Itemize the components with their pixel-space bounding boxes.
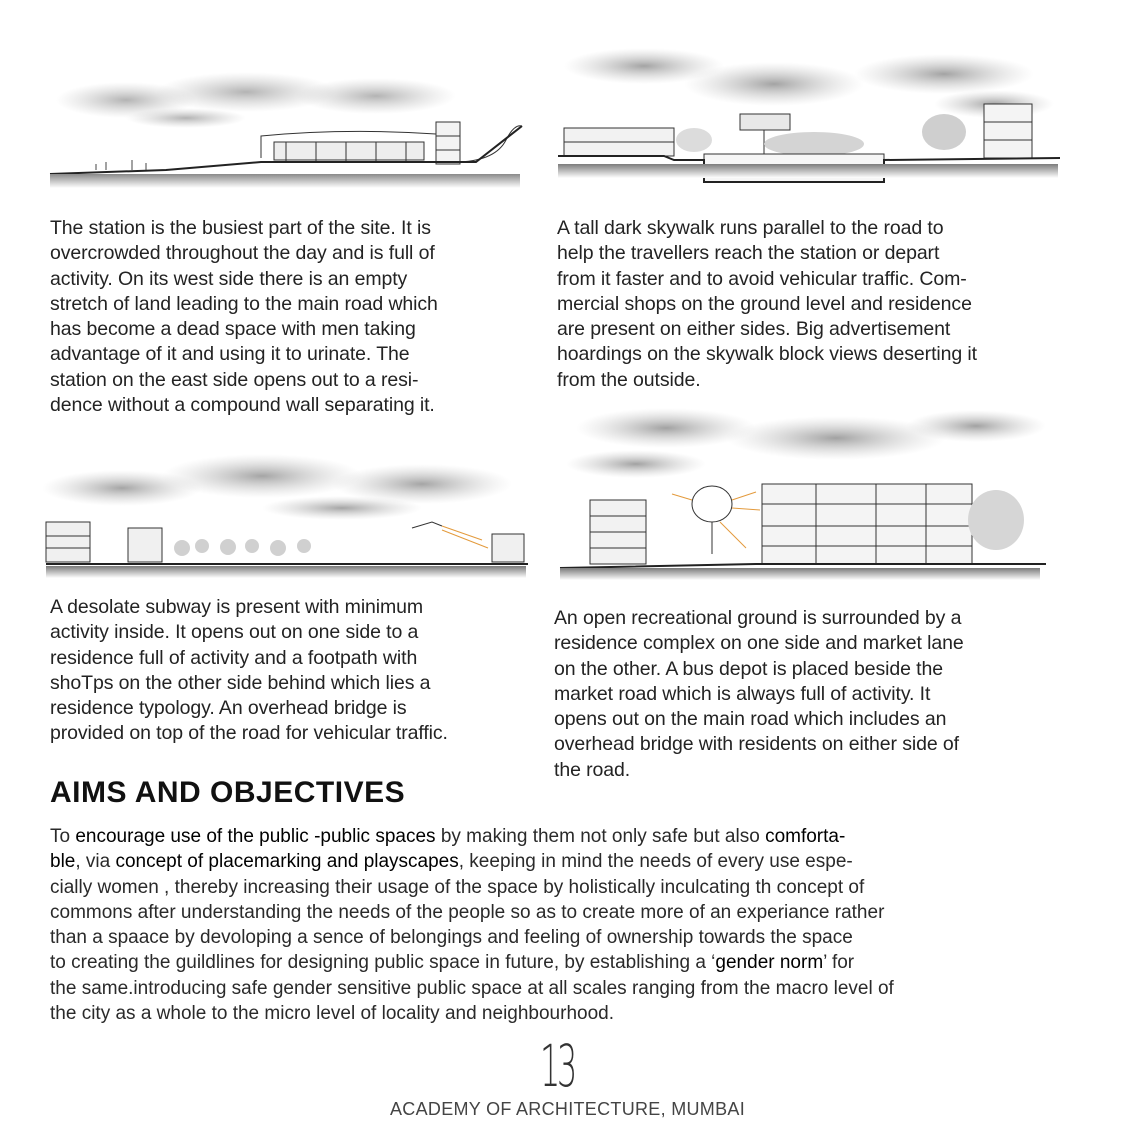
description-subway <box>50 595 448 747</box>
emphasized-phrase: encourage use of the public -public spaces <box>75 826 436 847</box>
text-line <box>50 900 894 925</box>
section-heading: AIMS AND OBJECTIVES <box>50 776 406 809</box>
page-number: 13 <box>540 1032 574 1100</box>
text-line: the road. <box>554 758 631 781</box>
text-line <box>50 849 894 874</box>
emphasized-phrase: concept of placemarking and playscapes <box>115 851 459 873</box>
text-line: on the other. A bus depot is placed beside the <box>554 657 943 680</box>
section-sketch-recreational-ground <box>556 404 1050 584</box>
text-line <box>50 950 894 975</box>
text-run: , via <box>75 851 116 873</box>
sky-clouds <box>56 72 456 128</box>
text-run: than a spaace by devoloping a sence of belongings and feeling of ownership towards the space <box>50 927 853 949</box>
text-run: To <box>50 826 76 847</box>
ground-line <box>46 564 528 578</box>
text-line: activity. On its west side there is an empty <box>50 267 408 290</box>
text-run: , keeping in mind the needs of every use espe- <box>458 851 853 873</box>
text-line: overcrowded throughout the day and is full of <box>50 242 435 265</box>
text-line: The station is the busiest part of the site. It is <box>50 217 431 239</box>
text-line <box>50 824 894 849</box>
emphasized-phrase: ble <box>50 851 76 873</box>
text-line: from it faster and to avoid vehicular traffic. Com- <box>557 267 967 290</box>
buildings-and-bridge <box>46 522 524 562</box>
text-run: by making them not only safe but also <box>435 826 766 847</box>
text-line: has become a dead space with men taking <box>50 318 416 341</box>
text-run: the city as a whole to the micro level of locality and neighbourhood. <box>50 1003 614 1025</box>
text-run: the same.introducing safe gender sensitive public space at all scales ranging from the macro level of <box>50 977 894 999</box>
text-line <box>50 976 894 1001</box>
sky-clouds <box>42 454 512 520</box>
text-line <box>50 925 894 950</box>
text-run: to creating the guildlines for designing public space in future, by establishing a ‘ <box>50 952 716 974</box>
footer-institution: ACADEMY OF ARCHITECTURE, MUMBAI <box>390 1099 745 1119</box>
text-line: market road which is always full of activity. It <box>554 682 931 705</box>
text-line: mercial shops on the ground level and residence <box>557 292 972 315</box>
text-line: advantage of it and using it to urinate. The <box>50 343 410 366</box>
emphasized-phrase: comforta- <box>765 826 846 847</box>
text-line: residence full of activity and a footpath with <box>50 646 418 669</box>
section-sketch-station <box>46 70 532 200</box>
text-line: residence complex on one side and market lane <box>554 632 964 655</box>
buildings-and-ground <box>590 484 1024 564</box>
text-line: A tall dark skywalk runs parallel to the road to <box>557 217 944 239</box>
text-run: ’ for <box>823 952 855 974</box>
section-sketch-subway <box>42 448 532 584</box>
text-line: help the travellers reach the station or depart <box>557 242 940 265</box>
ground-line <box>560 564 1046 580</box>
text-line: A desolate subway is present with minimum <box>50 596 424 618</box>
section-sketch-skywalk <box>554 44 1064 194</box>
text-line: dence without a compound wall separating it. <box>50 394 435 417</box>
description-station <box>50 216 438 418</box>
text-line: residence typology. An overhead bridge is <box>50 697 407 720</box>
text-line: opens out on the main road which includes an <box>554 708 947 731</box>
description-recreational-ground <box>554 606 964 783</box>
text-line: station on the east side opens out to a resi- <box>50 368 419 391</box>
text-run: cially women , thereby increasing their usage of the space by holistically inculcating th concept of <box>50 876 865 898</box>
text-line <box>50 875 894 900</box>
text-line: stretch of land leading to the main road which <box>50 292 438 315</box>
text-line: hoardings on the skywalk block views deserting it <box>557 343 977 366</box>
text-run: commons after understanding the needs of the people so as to create more of an experiance rather <box>50 901 885 923</box>
description-skywalk <box>557 216 977 393</box>
sky-clouds <box>564 48 1054 118</box>
text-line: activity inside. It opens out on one side to a <box>50 621 419 644</box>
aims-paragraph <box>50 824 894 1026</box>
text-line: are present on either sides. Big advertisement <box>557 318 951 341</box>
text-line: overhead bridge with residents on either side of <box>554 733 959 756</box>
text-line <box>50 1001 894 1026</box>
text-line: provided on top of the road for vehicular traffic. <box>50 722 448 745</box>
emphasized-phrase: gender norm <box>715 952 824 974</box>
text-line: shoTps on the other side behind which lies a <box>50 671 431 694</box>
text-line: from the outside. <box>557 368 701 391</box>
text-line: An open recreational ground is surrounded by a <box>554 607 962 629</box>
sky-clouds <box>566 408 1046 478</box>
